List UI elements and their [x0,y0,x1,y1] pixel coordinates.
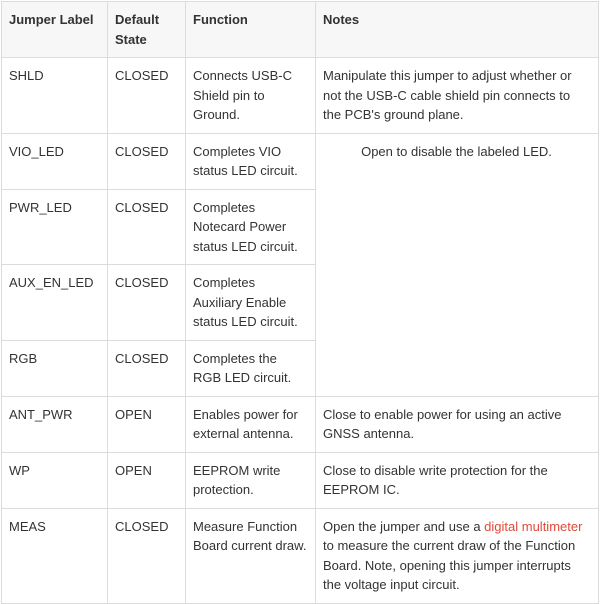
header-jumper-label: Jumper Label [2,2,108,58]
cell-label: WP [2,452,108,508]
cell-label: PWR_LED [2,189,108,265]
header-row [2,2,599,58]
cell-label: SHLD [2,58,108,134]
table-row-wp [2,452,599,508]
cell-function: Enables power for external antenna. [186,396,316,452]
table-row-meas [2,508,599,603]
cell-function: Completes Notecard Power status LED circuit. [186,189,316,265]
header-notes: Notes [316,2,599,58]
cell-notes: Close to disable write protection for the EEPROM IC. [316,452,599,508]
table-row-shld [2,58,599,134]
cell-label: VIO_LED [2,133,108,189]
cell-function: Connects USB-C Shield pin to Ground. [186,58,316,134]
table-body [2,58,599,604]
cell-function: Completes Auxiliary Enable status LED circuit. [186,265,316,341]
cell-label: RGB [2,340,108,396]
cell-notes: Manipulate this jumper to adjust whether or not the USB-C cable shield pin connects to the PCB's ground plane. [316,58,599,134]
header-default-state: Default State [108,2,186,58]
cell-function: Completes the RGB LED circuit. [186,340,316,396]
cell-label: AUX_EN_LED [2,265,108,341]
cell-state: CLOSED [108,340,186,396]
cell-state: CLOSED [108,508,186,603]
cell-label: MEAS [2,508,108,603]
cell-notes-merged: Open to disable the labeled LED. [316,133,599,396]
jumper-table [1,1,599,604]
notes-text-after: to measure the current draw of the Function Board. Note, opening this jumper interrupts the voltage input circuit. [323,538,576,592]
cell-notes [316,508,599,603]
notes-text-before: Open the jumper and use a [323,518,485,534]
cell-notes: Close to enable power for using an active GNSS antenna. [316,396,599,452]
cell-function: EEPROM write protection. [186,452,316,508]
cell-state: CLOSED [108,58,186,134]
cell-state: CLOSED [108,265,186,341]
cell-state: CLOSED [108,189,186,265]
cell-label: ANT_PWR [2,396,108,452]
table-header [2,2,599,58]
cell-state: OPEN [108,452,186,508]
digital-multimeter-link[interactable]: digital multimeter [484,518,583,534]
cell-function: Measure Function Board current draw. [186,508,316,603]
cell-state: OPEN [108,396,186,452]
header-function: Function [186,2,316,58]
table-row-vio-led [2,133,599,189]
cell-state: CLOSED [108,133,186,189]
cell-function: Completes VIO status LED circuit. [186,133,316,189]
table-row-ant-pwr [2,396,599,452]
